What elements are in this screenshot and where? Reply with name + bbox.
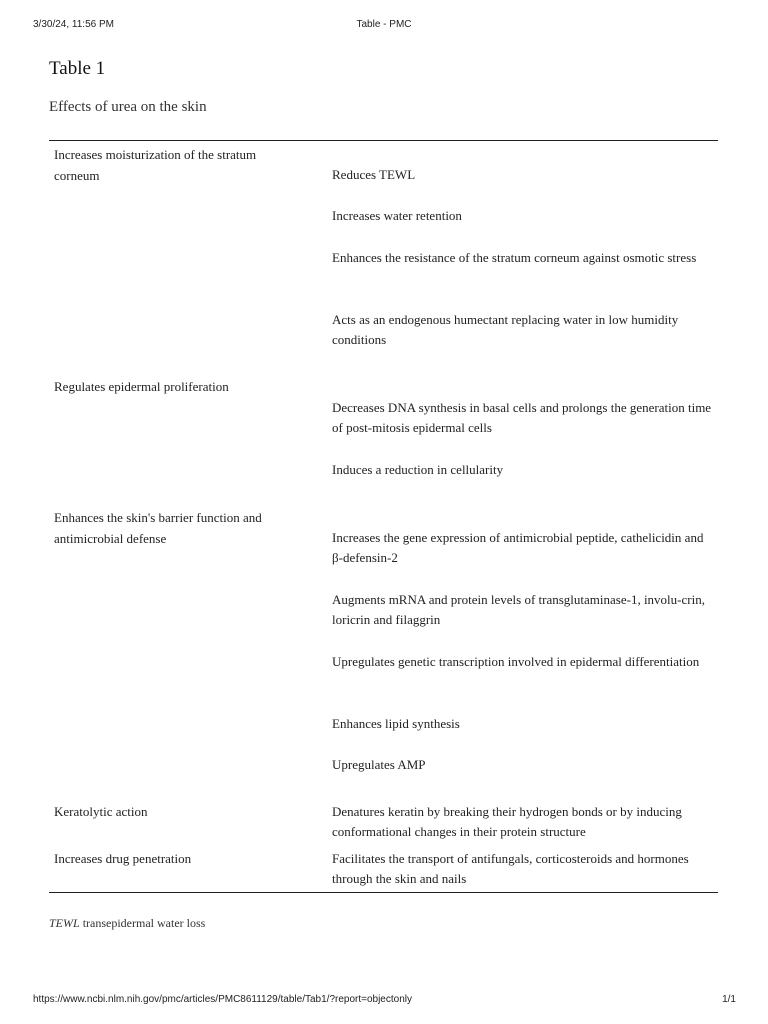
print-url: https://www.ncbi.nlm.nih.gov/pmc/articles/PMC8611129/table/Tab1/?report=objectonly [33, 994, 412, 1005]
detail-cell: Enhances the resistance of the stratum corneum against osmotic stress [332, 250, 697, 265]
table-caption: Effects of urea on the skin [49, 99, 207, 115]
detail-cell: Increases water retention [332, 208, 462, 223]
print-header [0, 19, 768, 33]
effect-cell: Enhances the skin's barrier function and antimicrobial defense [54, 510, 262, 546]
table-label: Table 1 [49, 58, 106, 79]
print-datetime: 3/30/24, 11:56 PM [33, 19, 114, 30]
print-page-title: Table - PMC [356, 19, 412, 30]
effect-cell: Increases moisturization of the stratum corneum [54, 147, 257, 183]
detail-cell: Facilitates the transport of antifungals, corticosteroids and hormones through the skin and nails [332, 851, 689, 886]
detail-cell: Induces a reduction in cellularity [332, 462, 504, 477]
detail-cell: Reduces TEWL [332, 167, 416, 182]
detail-cell: Decreases DNA synthesis in basal cells and prolongs the generation time of post-mitosis epidermal cells [332, 400, 712, 435]
detail-cell: Denatures keratin by breaking their hydrogen bonds or by inducing conformational changes in their protein structure [332, 804, 682, 839]
detail-cell: Upregulates genetic transcription involved in epidermal differentiation [332, 654, 700, 669]
detail-cell: Increases the gene expression of antimicrobial peptide, cathelicidin and β-defensin-2 [332, 530, 704, 565]
effect-cell: Increases drug penetration [54, 851, 192, 866]
effect-cell: Keratolytic action [54, 804, 148, 819]
detail-cell: Augments mRNA and protein levels of transglutaminase-1, involu-crin, loricrin and filaggrin [332, 592, 705, 627]
effects-table [49, 140, 718, 893]
detail-cell: Acts as an endogenous humectant replacing water in low humidity conditions [332, 312, 679, 347]
effect-cell: Regulates epidermal proliferation [54, 379, 229, 394]
detail-cell: Enhances lipid synthesis [332, 716, 460, 731]
print-footer [0, 994, 768, 1008]
detail-cell: Upregulates AMP [332, 757, 426, 772]
table-footnote [49, 916, 205, 931]
footnote-text: transepidermal water loss [82, 916, 206, 930]
footnote-abbreviation: TEWL [49, 916, 80, 930]
print-page-number: 1/1 [722, 994, 736, 1005]
